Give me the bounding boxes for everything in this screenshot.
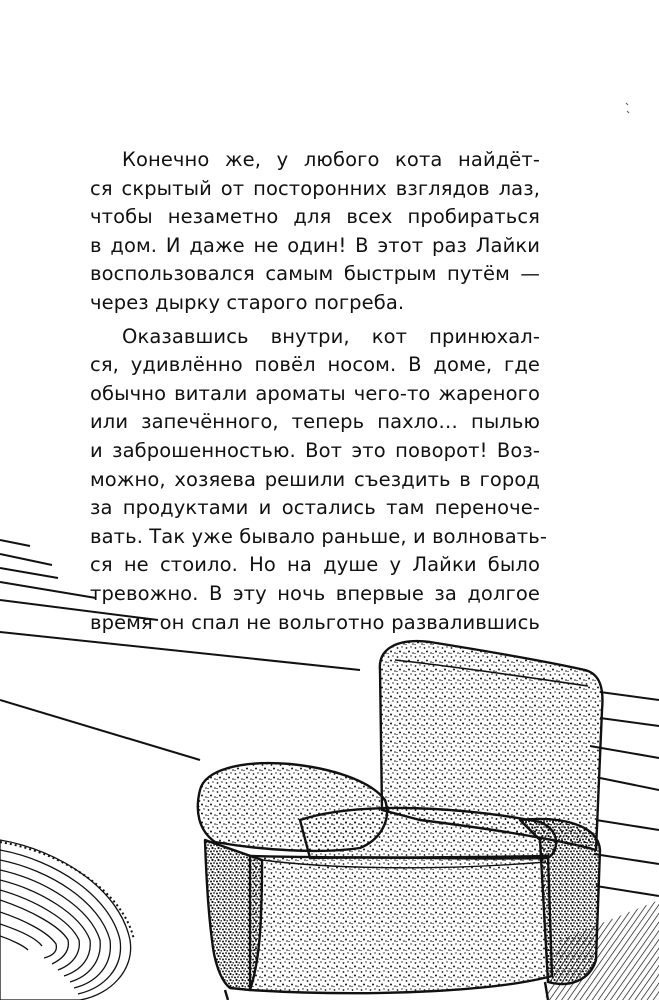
text-line: можно, хозяева решили съездить в город bbox=[90, 467, 540, 491]
text-line: воспользовался самым быстрым путём — bbox=[90, 262, 540, 286]
text-line: ся скрытый от посторонних взглядов лаз, bbox=[90, 176, 540, 200]
text-line: вать. Так уже бывало раньше, и волновать- bbox=[90, 524, 547, 548]
text-line: тревожно. В эту ночь впервые за долгое bbox=[90, 581, 540, 605]
text-line: Конечно же, у любого кота найдёт- bbox=[122, 148, 540, 171]
armchair bbox=[198, 641, 603, 1000]
text-line: время он спал не вольготно развалившись bbox=[90, 610, 540, 634]
text-line: или запечённого, теперь пахло… пылью bbox=[90, 410, 540, 434]
paragraph-1 bbox=[90, 146, 540, 318]
text-line: чтобы незаметно для всех пробираться bbox=[90, 205, 540, 229]
text-line: ся, удивлённо повёл носом. В доме, где bbox=[90, 353, 540, 377]
text-line: Оказавшись внутри, кот принюхал- bbox=[122, 324, 540, 348]
text-line: ся не стоило. Но на душе у Лайки было bbox=[90, 553, 540, 577]
page-corner-mark bbox=[622, 100, 634, 118]
text-line: и заброшенностью. Вот это поворот! Воз- bbox=[90, 438, 540, 462]
rug bbox=[0, 840, 134, 1000]
armchair-illustration bbox=[0, 520, 659, 1000]
text-line: за продуктами и остались там переночe- bbox=[90, 496, 540, 520]
text-line: через дырку старого погреба. bbox=[90, 290, 405, 314]
text-line: в дом. И даже не один! В этот раз Лайки bbox=[90, 233, 540, 257]
wall-lines-left bbox=[0, 540, 360, 670]
text-line: обычно витали ароматы чего-то жареного bbox=[90, 381, 540, 405]
